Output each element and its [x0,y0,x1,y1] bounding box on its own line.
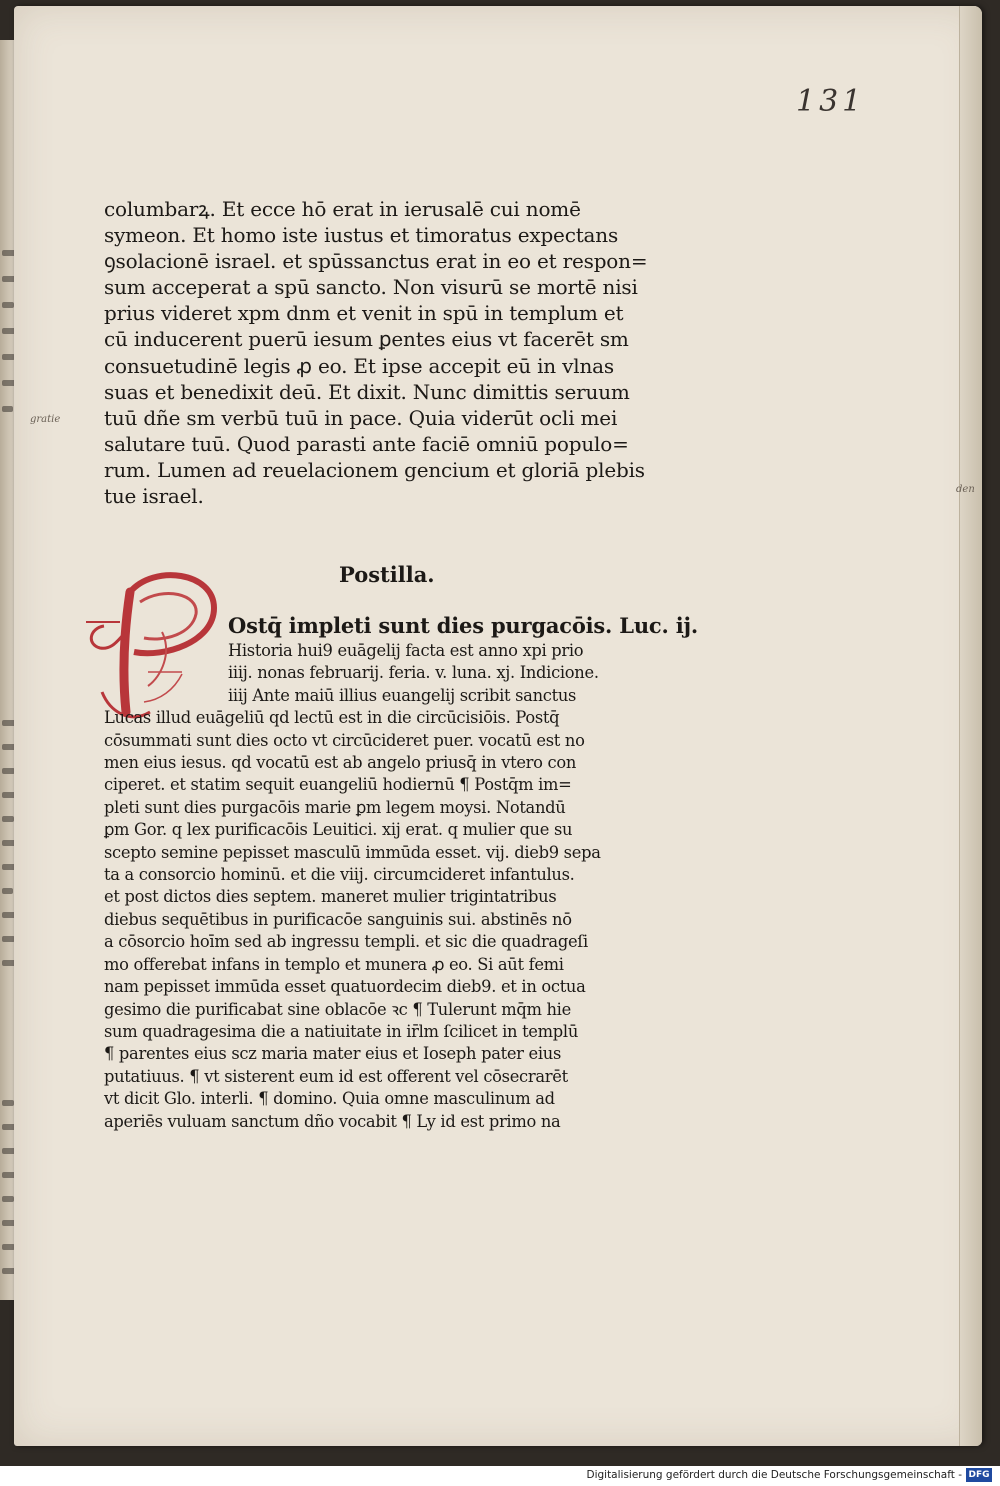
dfg-logo: DFG [966,1468,992,1482]
margin-note-left: gratie [30,414,61,425]
text-line: mo offerebat infans in templo et munera ꝓ eo. Si aūt femi [104,954,564,974]
margin-note-right: den [956,484,975,495]
text-line: nam pepisset immūda esset quatuordecim dieb9. et in octua [104,977,586,997]
text-line: vt dicit Glo. interli. ¶ domino. Quia omne masculinum ad [104,1089,555,1109]
text-line: tue israel. [104,484,204,509]
text-line: cōsummati sunt dies octo vt circūcideret puer. vocatū est no [104,730,585,750]
text-line: putatiuus. ¶ vt sisterent eum id est offerent vel cōsecrarēt [104,1066,568,1086]
text-line: prius videret xpm dnm et venit in spū in templum et [104,301,624,326]
gospel-text [104,196,704,509]
folio-number: 131 [796,84,866,119]
text-line: ꝯsolacionē israel. et spūssanctus erat in eo et respon= [104,249,648,274]
text-line: salutare tuū. Quod parasti ante faciē omniū populo= [104,431,629,456]
text-line: et post dictos dies septem. maneret mulier trigintatribus [104,887,557,907]
postilla-heading: Postilla. [339,562,435,587]
text-line: tuū dñe sm verbū tuū in pace. Quia viderūt ocli mei [104,405,618,430]
text-line: ta a consorcio hominū. et die viij. circumcideret infantulus. [104,865,575,885]
text-line: pleti sunt dies purgacōis marie ꝑm legem moysi. Notandū [104,797,566,817]
text-line: scepto semine pepisset masculū immūda esset. vij. dieb9 sepa [104,842,601,862]
text-line: columbarꝝ. Et ecce hō erat in ierusalē cui nomē [104,197,581,221]
text-line: gesimo die purificabat sine oblacōe ꝛc ¶ Tulerunt mq̄m hie [104,999,571,1019]
text-line: ciperet. et statim sequit euangeliū hodiernū ¶ Postq̄m im= [104,775,572,795]
page-edge [959,6,982,1446]
text-line: Historia hui9 euāgelij facta est anno xpi prio [228,641,584,660]
text-line: Ostq̄ impleti sunt dies purgacōis. Luc. ij. [228,613,698,638]
text-line: rum. Lumen ad reuelacionem gencium et gloriā plebis [104,457,645,482]
text-line: iiij. nonas februarij. feria. v. luna. xj. Indicione. [228,663,599,683]
text-line: suas et benedixit deū. Et dixit. Nunc dimittis seruum [104,379,630,404]
text-line: diebus sequētibus in purificacōe sanguinis sui. abstinēs nō [104,909,572,929]
text-line: sum quadragesima die a natiuitate in ir̄lm ſcilicet in templū [104,1021,578,1041]
text-line: ¶ parentes eius scz maria mater eius et Ioseph pater eius [104,1044,562,1064]
text-line: iiij Ante maiū illius euangelij scribit sanctus [228,685,577,705]
text-line: aperiēs vuluam sanctum dño vocabit ¶ Ly id est primo na [104,1111,561,1131]
digitization-credit: Digitalisierung gefördert durch die Deutsche Forschungsgemeinschaft - [586,1469,962,1481]
text-line: consuetudinē legis ꝓ eo. Et ipse accepit eū in vlnas [104,353,614,378]
text-line: sum acceperat a spū sancto. Non visurū se mortē nisi [104,275,638,300]
text-line: cū inducerent puerū iesum ꝑentes eius vt facerēt sm [104,327,629,352]
text-line: ꝑm Gor. q lex purificacōis Leuitici. xij erat. q mulier que su [104,820,573,840]
text-line: a cōsorcio hoīm sed ab ingressu templi. et sic die quadrageſi [104,932,588,952]
postilla-text [104,612,704,1133]
text-line: Lucas illud euāgeliū qd lectū est in die circūcisiōis. Postq̄ [104,708,560,728]
text-line: symeon. Et homo iste iustus et timoratus expectans [104,223,619,248]
text-line: men eius iesus. qd vocatū est ab angelo priusq̄ in vtero con [104,753,577,773]
